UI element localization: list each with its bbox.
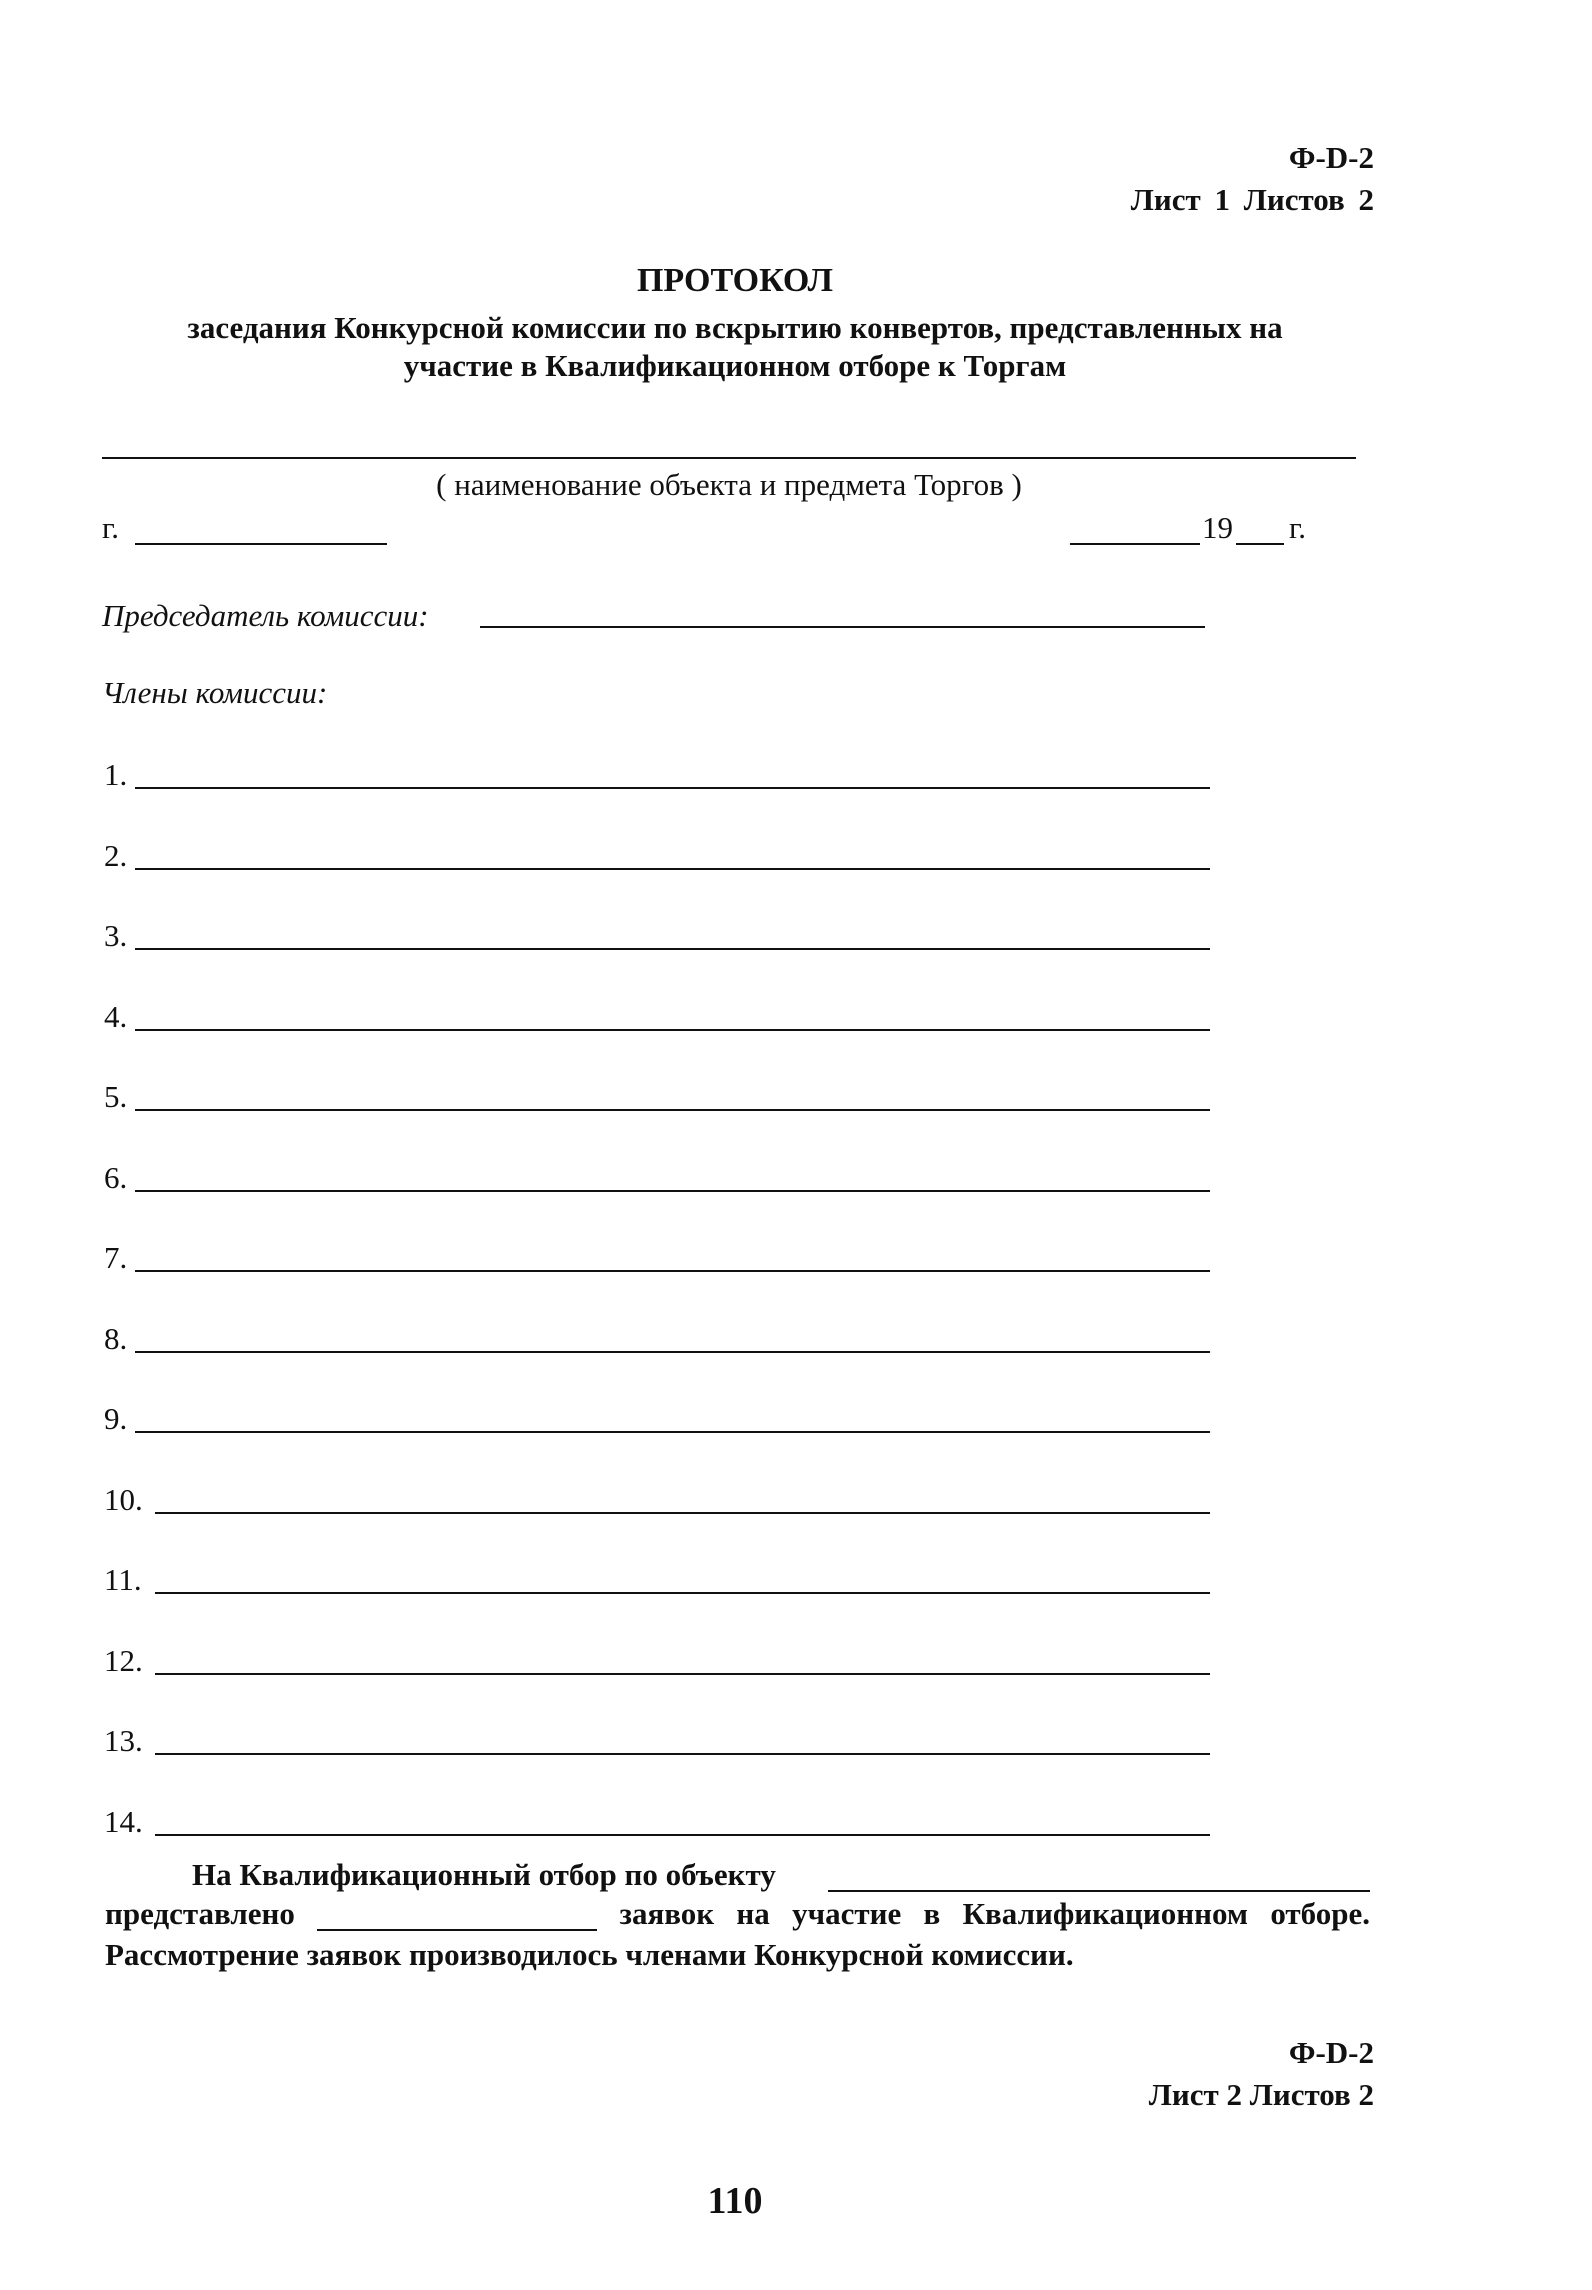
member-number-10: 10. bbox=[104, 1482, 143, 1517]
document-subtitle-line1: заседания Конкурсной комиссии по вскрытию конвертов, представленных на bbox=[187, 310, 1283, 345]
date-year-suffix: г. bbox=[1289, 510, 1306, 545]
sheet-info-bottom: Лист 2 Листов 2 bbox=[1148, 2077, 1374, 2112]
member-field-line-8 bbox=[135, 1351, 1210, 1353]
city-prefix: г. bbox=[102, 510, 119, 545]
closing-word-applications: заявок bbox=[619, 1896, 715, 1931]
member-field-line-5 bbox=[135, 1109, 1210, 1111]
closing-line3-text: Рассмотрение заявок производилось членами Конкурсной комиссии. bbox=[105, 1937, 1074, 1972]
closing-word-selection: отборе. bbox=[1270, 1896, 1370, 1931]
member-number-5: 5. bbox=[104, 1079, 128, 1114]
chairman-label: Председатель комиссии: bbox=[102, 598, 429, 633]
member-number-4: 4. bbox=[104, 999, 128, 1034]
member-field-line-4 bbox=[135, 1029, 1210, 1031]
sheet-info-top: Лист 1 Листов 2 bbox=[1130, 182, 1374, 217]
member-field-line-14 bbox=[155, 1834, 1210, 1836]
object-name-caption: ( наименование объекта и предмета Торгов ) bbox=[436, 467, 1022, 502]
closing-line1-text: На Квалификационный отбор по объекту bbox=[192, 1857, 776, 1892]
member-number-1: 1. bbox=[104, 757, 128, 792]
city-field-line bbox=[135, 543, 387, 545]
members-label: Члены комиссии: bbox=[102, 675, 328, 710]
document-subtitle-line2: участие в Квалификационном отборе к Торгам bbox=[403, 348, 1067, 383]
member-field-line-6 bbox=[135, 1190, 1210, 1192]
member-number-9: 9. bbox=[104, 1401, 128, 1436]
page-number: 110 bbox=[707, 2180, 763, 2222]
member-number-14: 14. bbox=[104, 1804, 143, 1839]
member-field-line-7 bbox=[135, 1270, 1210, 1272]
member-field-line-3 bbox=[135, 948, 1210, 950]
closing-word-for: на bbox=[736, 1896, 770, 1931]
member-field-line-12 bbox=[155, 1673, 1210, 1675]
date-day-month-line bbox=[1070, 543, 1200, 545]
closing-word-presented: представлено bbox=[105, 1896, 295, 1931]
closing-line2 bbox=[105, 1897, 1370, 1931]
member-field-line-10 bbox=[155, 1512, 1210, 1514]
form-code-top: Ф-D-2 bbox=[1288, 140, 1374, 175]
object-field-line bbox=[828, 1890, 1370, 1892]
member-number-7: 7. bbox=[104, 1240, 128, 1275]
object-name-field-line bbox=[102, 457, 1356, 459]
member-field-line-9 bbox=[135, 1431, 1210, 1433]
member-number-3: 3. bbox=[104, 918, 128, 953]
member-field-line-2 bbox=[135, 868, 1210, 870]
form-code-bottom: Ф-D-2 bbox=[1288, 2035, 1374, 2070]
closing-word-qualification: Квалификационном bbox=[962, 1896, 1248, 1931]
applications-count-field bbox=[317, 1901, 597, 1931]
member-number-6: 6. bbox=[104, 1160, 128, 1195]
member-number-2: 2. bbox=[104, 838, 128, 873]
member-field-line-13 bbox=[155, 1753, 1210, 1755]
member-number-8: 8. bbox=[104, 1321, 128, 1356]
closing-word-in: в bbox=[923, 1896, 941, 1931]
member-number-13: 13. bbox=[104, 1723, 143, 1758]
member-field-line-11 bbox=[155, 1592, 1210, 1594]
closing-word-participation: участие bbox=[792, 1896, 902, 1931]
member-field-line-1 bbox=[135, 787, 1210, 789]
member-number-11: 11. bbox=[104, 1562, 142, 1597]
date-year-prefix: 19 bbox=[1202, 510, 1233, 545]
member-number-12: 12. bbox=[104, 1643, 143, 1678]
chairman-field-line bbox=[480, 626, 1205, 628]
date-year-line bbox=[1236, 543, 1284, 545]
document-title: ПРОТОКОЛ bbox=[636, 262, 834, 299]
